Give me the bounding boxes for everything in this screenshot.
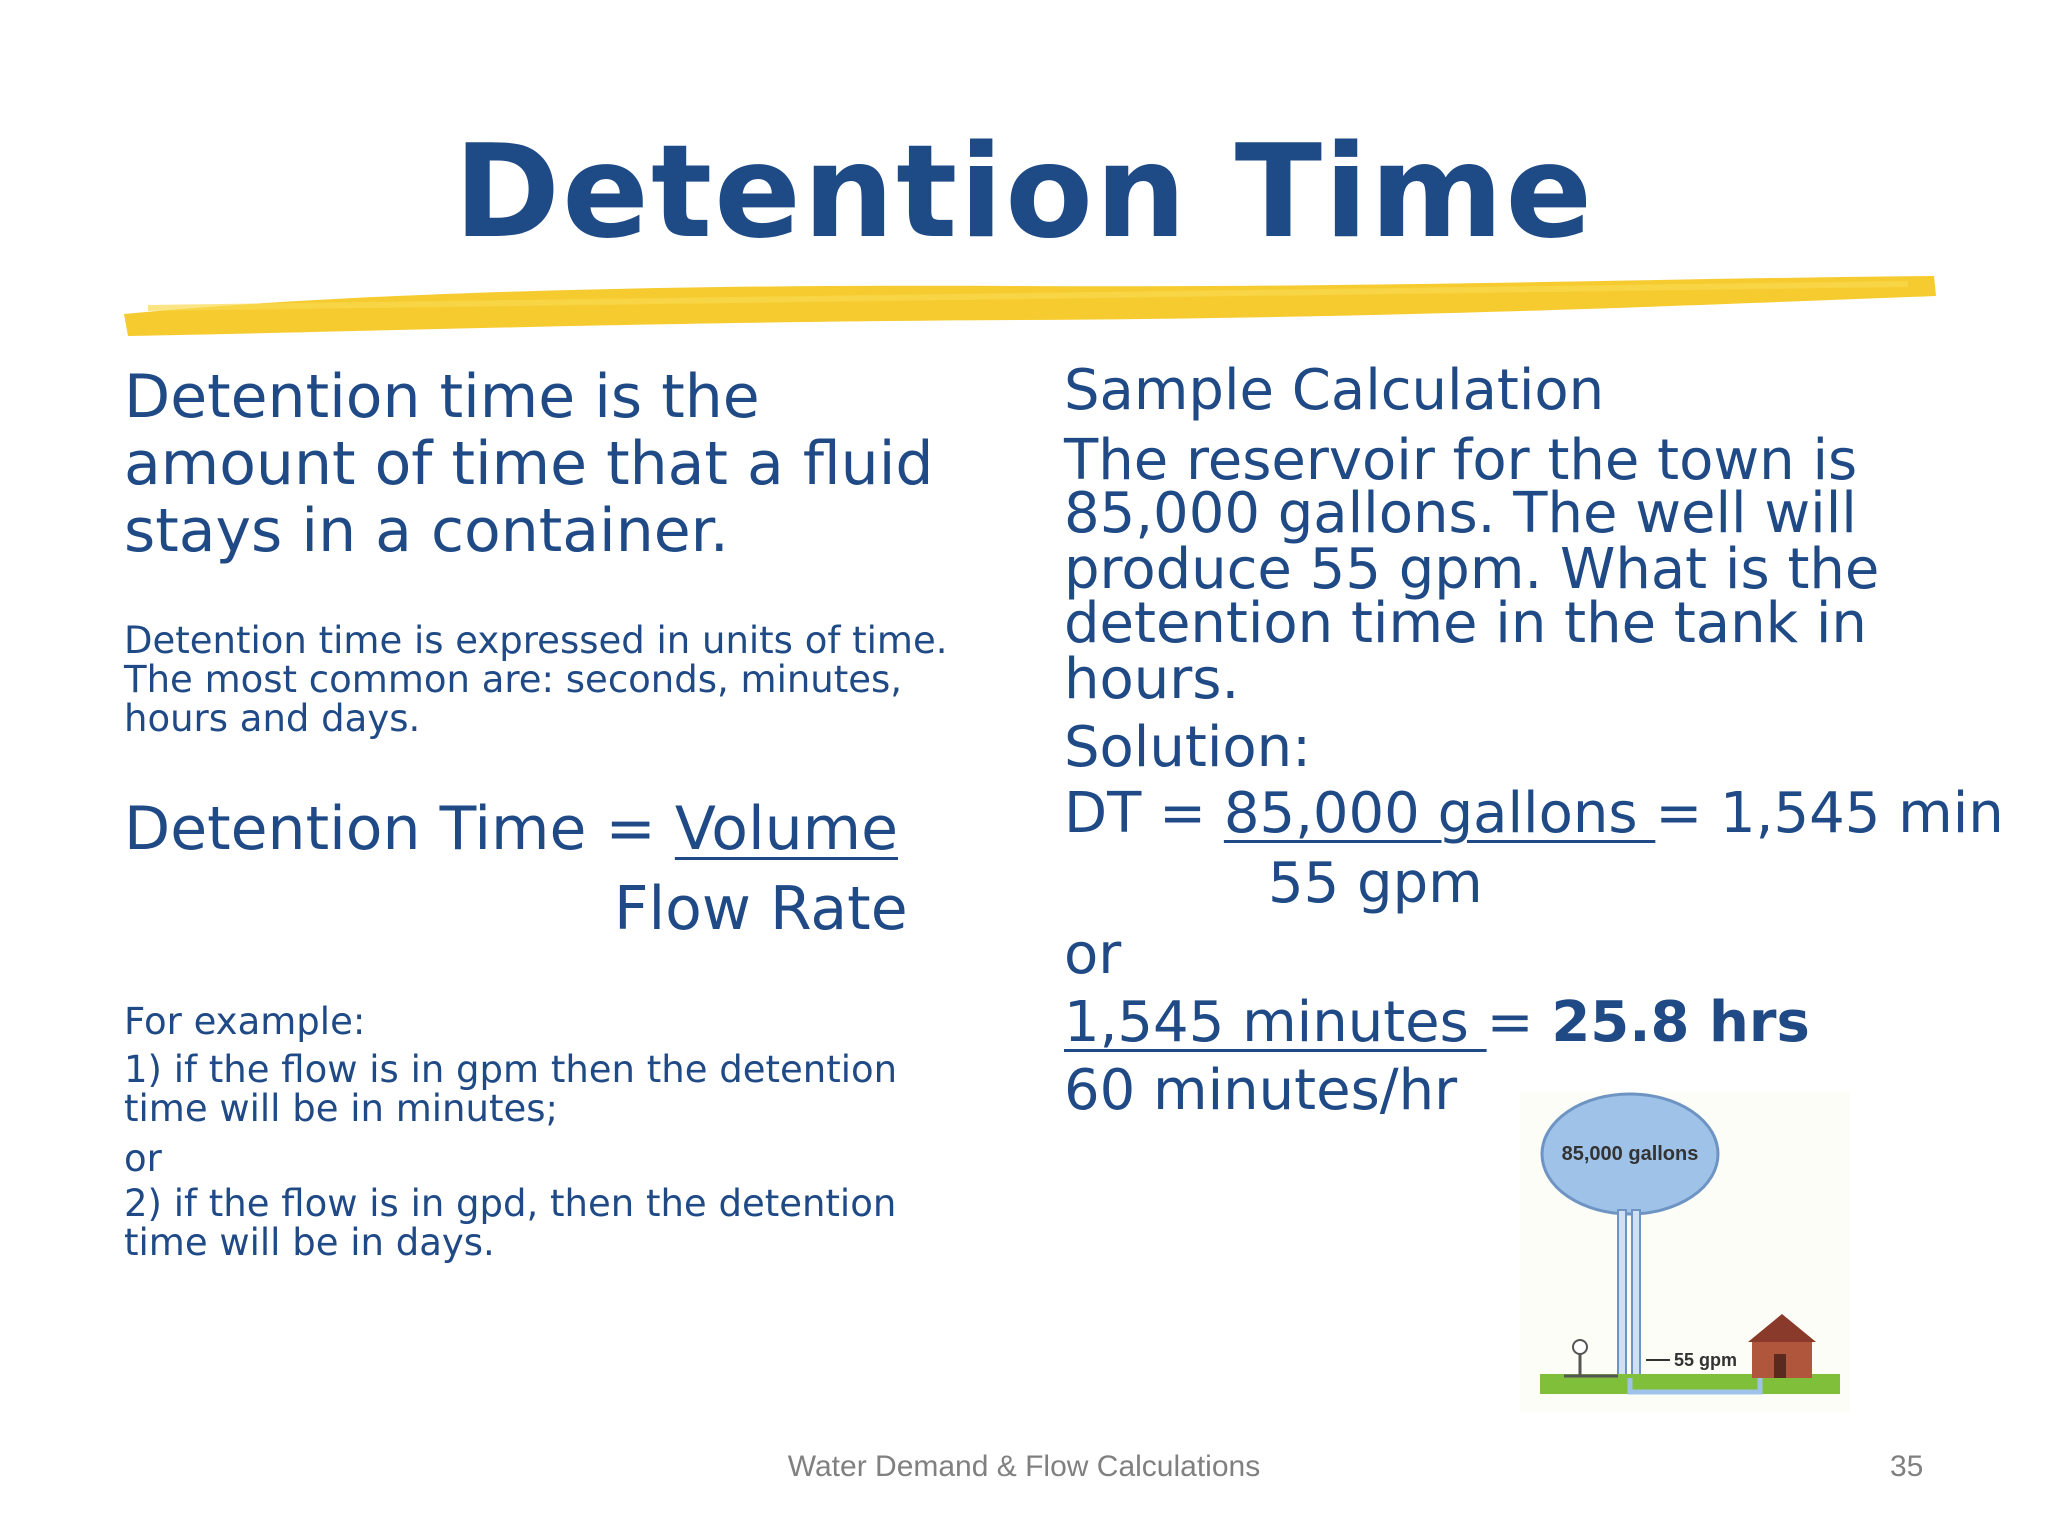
example-2-line-1: 2) if the flow is in gpd, then the detention [124, 1182, 897, 1225]
example-2-line-2: time will be in days. [124, 1221, 495, 1264]
flow-label: 55 gpm [1674, 1350, 1738, 1370]
dt-equation-row [1064, 781, 2004, 846]
definition-line-1: Detention time is the [124, 362, 760, 432]
solution-label: Solution: [1064, 715, 1311, 780]
hours-denominator: 60 minutes/hr [1064, 1058, 1458, 1123]
dt-numerator: 85,000 gallons [1223, 781, 1656, 846]
tank-label: 85,000 gallons [1561, 1143, 1699, 1165]
formula-row [124, 796, 898, 863]
footer-caption: Water Demand & Flow Calculations [787, 1450, 1261, 1483]
hours-eq: = [1486, 990, 1552, 1055]
hours-equation-row [1064, 990, 1810, 1055]
sample-heading: Sample Calculation [1064, 358, 1605, 423]
problem-line-5: hours. [1064, 647, 1240, 712]
dt-denominator: 55 gpm [1268, 851, 1483, 916]
slide-title: Detention Time [453, 118, 1595, 267]
dt-result: = 1,545 min [1655, 781, 2004, 846]
water-tower-illustration [1520, 1092, 1850, 1412]
definition-line-2: amount of time that a fluid [124, 429, 934, 499]
water-tower-graphic [1520, 1092, 1850, 1412]
formula-denominator: Flow Rate [614, 874, 908, 944]
formula-lhs: Detention Time = [124, 794, 675, 864]
problem-line-2: 85,000 gallons. The well will [1064, 481, 1857, 546]
hours-result: 25.8 hrs [1551, 990, 1810, 1055]
hours-numerator: 1,545 minutes [1064, 990, 1487, 1055]
yellow-highlight-stroke [118, 268, 1940, 348]
units-line-2: The most common are: seconds, minutes, [124, 658, 903, 701]
example-1-line-2: time will be in minutes; [124, 1087, 558, 1130]
units-line-3: hours and days. [124, 697, 421, 740]
formula-numerator: Volume [674, 794, 898, 864]
example-1-line-1: 1) if the flow is in gpm then the detention [124, 1048, 898, 1091]
solution-or: or [1064, 922, 1122, 987]
problem-line-3: produce 55 gpm. What is the [1064, 537, 1880, 602]
dt-prefix: DT = [1064, 781, 1224, 846]
units-line-1: Detention time is expressed in units of time. [124, 619, 948, 662]
page-number: 35 [1890, 1450, 1924, 1483]
problem-line-4: detention time in the tank in [1064, 591, 1867, 656]
example-label: For example: [124, 1000, 366, 1043]
example-or: or [124, 1137, 162, 1180]
definition-line-3: stays in a container. [124, 496, 729, 566]
problem-line-1: The reservoir for the town is [1064, 428, 1858, 493]
